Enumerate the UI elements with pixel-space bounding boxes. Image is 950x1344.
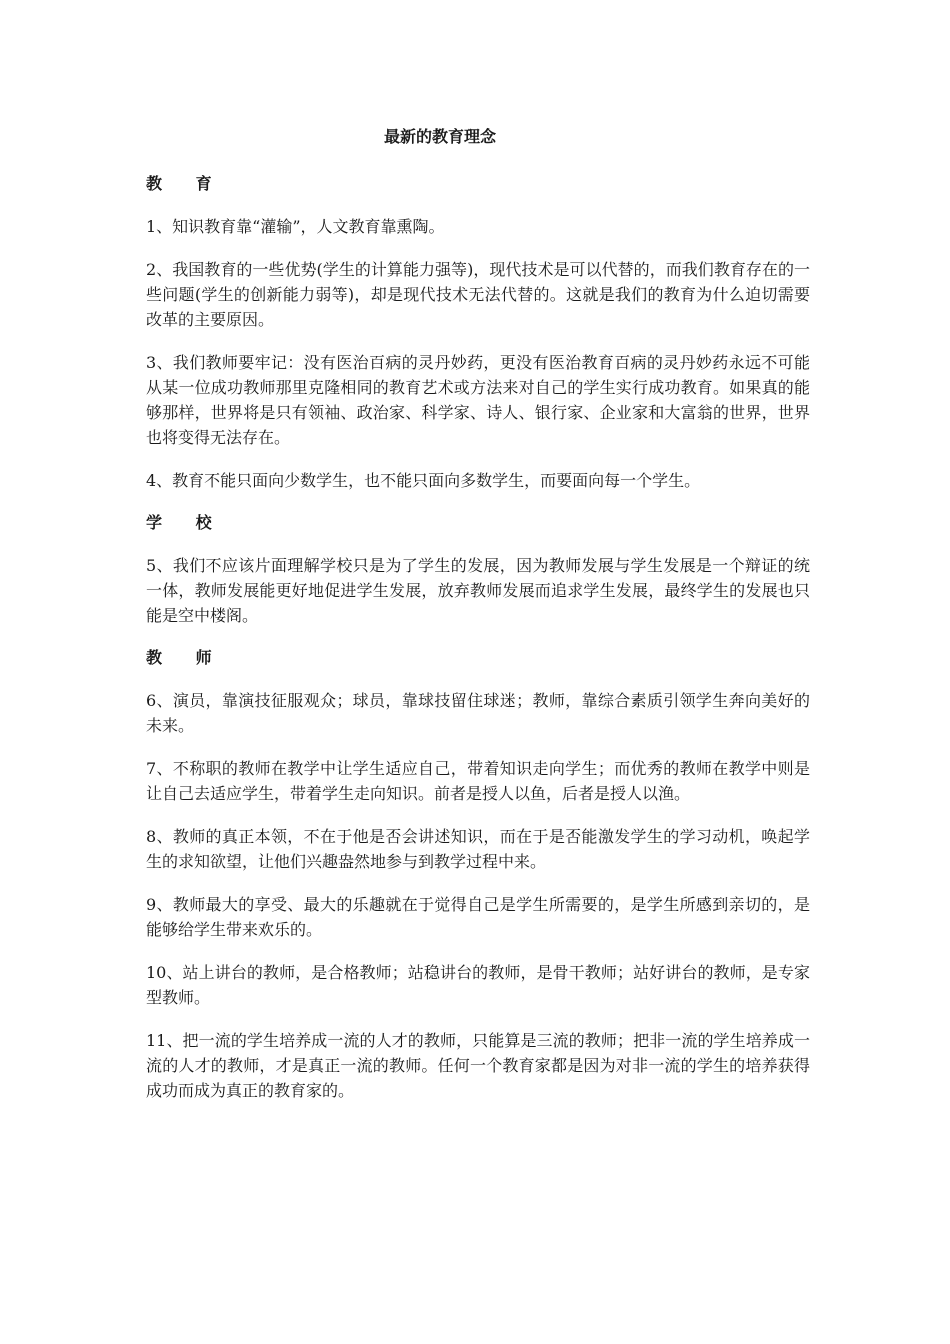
paragraph: 3、我们教师要牢记：没有医治百病的灵丹妙药，更没有医治教育百病的灵丹妙药永远不可能从某一位成功教师那里克隆相同的教育艺术或方法来对自己的学生实行成功教育。如果真的能够那样，世界将是只有领袖、政治家、科学家、诗人、银行家、企业家和大富翁的世界，世界也将变得无法存在。 [146, 353, 810, 447]
paragraph: 1、知识教育靠“灌输”，人文教育靠熏陶。 [146, 217, 445, 236]
section-heading: 学 校 [146, 513, 226, 532]
paragraph: 6、演员，靠演技征服观众；球员，靠球技留住球迷；教师，靠综合素质引领学生奔向美好的未来。 [146, 691, 810, 735]
document-title: 最新的教育理念 [383, 127, 496, 146]
section-education [146, 172, 810, 493]
paragraph: 10、站上讲台的教师，是合格教师；站稳讲台的教师，是骨干教师；站好讲台的教师，是专家型教师。 [146, 963, 810, 1007]
section-heading: 教 师 [146, 648, 226, 667]
section-heading: 教 育 [146, 174, 226, 193]
paragraph: 9、教师最大的享受、最大的乐趣就在于觉得自己是学生所需要的，是学生所感到亲切的，是能够给学生带来欢乐的。 [146, 895, 810, 939]
section-teacher [146, 646, 810, 1103]
paragraph: 11、把一流的学生培养成一流的人才的教师，只能算是三流的教师；把非一流的学生培养成一流的人才的教师，才是真正一流的教师。任何一个教育家都是因为对非一流的学生的培养获得成功而成为真正的教育家的。 [146, 1031, 810, 1100]
paragraph: 2、我国教育的一些优势(学生的计算能力强等)，现代技术是可以代替的，而我们教育存在的一些问题(学生的创新能力弱等)，却是现代技术无法代替的。这就是我们的教育为什么迫切需要改革的主要原因。 [146, 260, 810, 329]
paragraph: 5、我们不应该片面理解学校只是为了学生的发展，因为教师发展与学生发展是一个辩证的统一体，教师发展能更好地促进学生发展，放弃教师发展而追求学生发展，最终学生的发展也只能是空中楼阁。 [146, 556, 810, 625]
paragraph: 8、教师的真正本领，不在于他是否会讲述知识，而在于是否能激发学生的学习动机，唤起学生的求知欲望，让他们兴趣盎然地参与到教学过程中来。 [146, 827, 810, 871]
paragraph: 4、教育不能只面向少数学生，也不能只面向多数学生，而要面向每一个学生。 [146, 471, 701, 490]
document-body [146, 172, 810, 1121]
section-school [146, 511, 810, 628]
paragraph: 7、不称职的教师在教学中让学生适应自己，带着知识走向学生；而优秀的教师在教学中则是让自己去适应学生，带着学生走向知识。前者是授人以鱼，后者是授人以渔。 [146, 759, 810, 803]
